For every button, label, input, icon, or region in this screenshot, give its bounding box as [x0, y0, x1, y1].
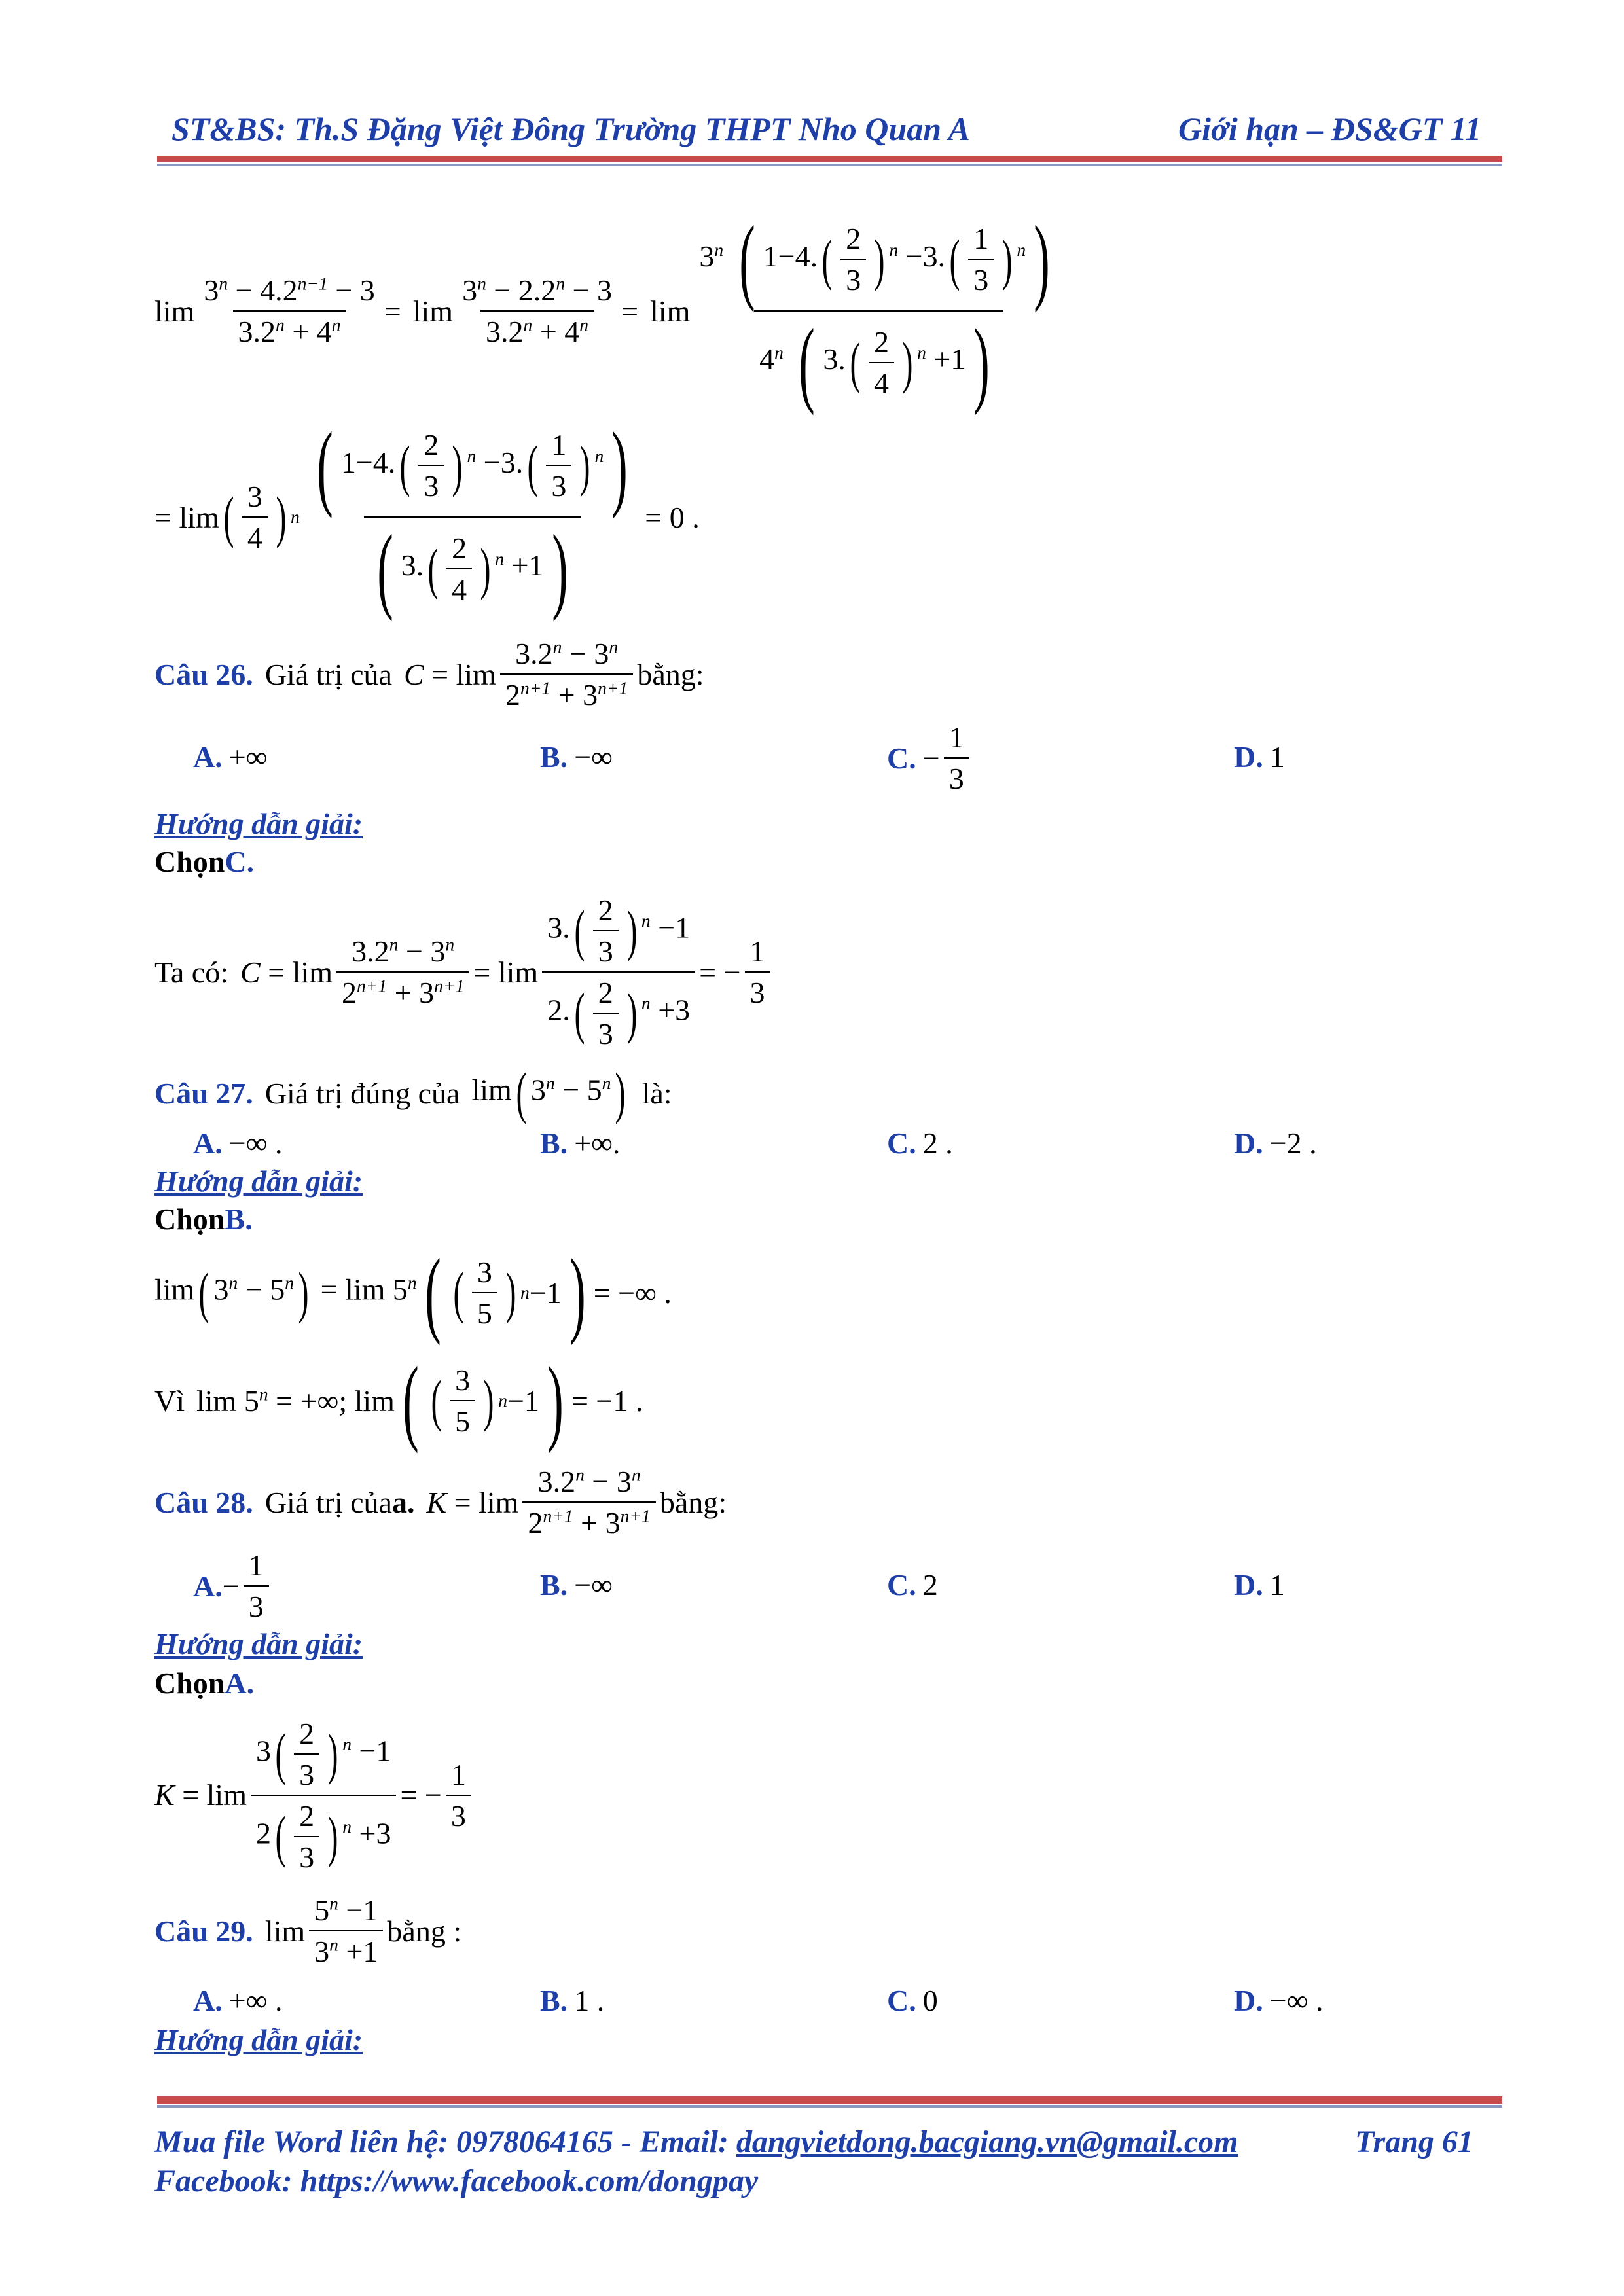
question-26: Câu 26. Giá trị của C = lim $\frac{3.2^n - 3^n}{2^{n+1} + 3^{n+1}}$ bằng: [154, 636, 704, 711]
solution-27-line-2: Vì $\lim 5^n$ = +∞; lim ( ( $\frac{3}{5}$ ) n −1 ) = −1 . [154, 1347, 643, 1454]
option-29-d[interactable]: D. −∞ . [1234, 1984, 1324, 2017]
facebook-link[interactable]: Facebook: https://www.facebook.com/dongpay [154, 2164, 759, 2198]
option-29-a[interactable]: A. +∞ . [193, 1984, 283, 2017]
footer-rule [157, 2096, 1502, 2104]
option-29-c[interactable]: C. 0 [887, 1984, 938, 2017]
option-26-c[interactable]: C. − $\frac{1}{3}$ [887, 720, 973, 796]
solution-28: K = lim 3( $\frac{2}{3}$ ) $^n$ −1 2( $\frac{2}{3}$ ) $^n$ +3 = − $\frac{1}{3}$ [154, 1708, 475, 1882]
option-28-c[interactable]: C. 2 [887, 1568, 938, 1602]
option-27-d[interactable]: D. −2 . [1234, 1126, 1317, 1160]
option-27-c[interactable]: C. 2 . [887, 1126, 953, 1160]
header-left: ST&BS: Th.S Đặng Việt Đông Trường THPT Nho Quan A [171, 111, 970, 147]
option-26-a[interactable]: A. +∞ [193, 740, 268, 774]
question-29: Câu 29. lim $\frac{5^n -1}{3^n +1}$ bằng : [154, 1893, 462, 1968]
guide-heading: Hướng dẫn giải: [154, 807, 363, 840]
intro-equation-1: lim $\frac{3^n - 4.2^{n-1} - 3}{3.2^n + 4^n}$ = lim $\frac{3^n - 2.2^n - 3}{3.2^n + 4^n}$ = lim 3$^n$ ( 1−4.( $\frac{2}{3}$ ) $^n$ −3.( $\frac{1}{3}$ ) $^n$) 4$^n$ ( 3.( $\frac{2}{4}$ ) $^n$ +1) [154, 206, 1050, 416]
option-26-b[interactable]: B. −∞ [540, 740, 613, 774]
header-rule-thin [157, 164, 1502, 166]
footer-rule-thin [157, 2105, 1502, 2108]
guide-heading: Hướng dẫn giải: [154, 1627, 363, 1660]
question-label: Câu 26. [154, 657, 253, 691]
answer-choice: ChọnB. [154, 1202, 253, 1236]
option-28-a[interactable]: A. − $\frac{1}{3}$ [193, 1548, 273, 1624]
option-27-a[interactable]: A. −∞ . [193, 1126, 283, 1160]
option-26-d[interactable]: D. 1 [1234, 740, 1285, 774]
option-28-b[interactable]: B. −∞ [540, 1568, 613, 1602]
footer-contact: Mua file Word liên hệ: 0978064165 - Email: dangvietdong.bacgiang.vn@gmail.com [154, 2125, 1238, 2159]
option-28-d[interactable]: D. 1 [1234, 1568, 1285, 1602]
question-28: Câu 28. Giá trị của a. K = lim $\frac{3.2^n - 3^n}{2^{n+1} + 3^{n+1}}$ bằng: [154, 1464, 727, 1539]
solution-27-line-1: lim( $3^n - 5^n) = \lim 5^n$ ( ( $\frac{3}{5}$ ) n −1 ) = −∞ . [154, 1239, 672, 1346]
header-rule [157, 156, 1502, 162]
guide-heading: Hướng dẫn giải: [154, 2023, 363, 2056]
guide-heading: Hướng dẫn giải: [154, 1164, 363, 1198]
intro-equation-2: = lim ( $\frac{3}{4}$ ) n ( 1−4.( $\frac{2}{3}$ ) $^n$ −3.( $\frac{1}{3}$ ) $^n$) ( 3.( $\frac{2}{4}$ ) $^n$ +1) = 0 . [154, 412, 700, 622]
solution-26: Ta có: C = lim $\frac{3.2^n - 3^n}{2^{n+1} + 3^{n+1}}$ = lim 3.( $\frac{2}{3}$ ) $^n$ −1 2.( $\frac{2}{3}$ ) $^n$ +3 = − $\frac{1}{3}$ [154, 884, 774, 1060]
question-27: Câu 27. Giá trị đúng của lim( $3^n - 5^n$) là: [154, 1061, 672, 1125]
option-27-b[interactable]: B. +∞. [540, 1126, 621, 1160]
answer-choice: ChọnA. [154, 1666, 255, 1700]
page-number: Trang 61 [1355, 2125, 1473, 2159]
email-link[interactable]: dangvietdong.bacgiang.vn@gmail.com [736, 2125, 1238, 2159]
header-right: Giới hạn – ĐS&GT 11 [1178, 111, 1482, 147]
option-29-b[interactable]: B. 1 . [540, 1984, 605, 2017]
answer-choice: ChọnC. [154, 845, 255, 878]
